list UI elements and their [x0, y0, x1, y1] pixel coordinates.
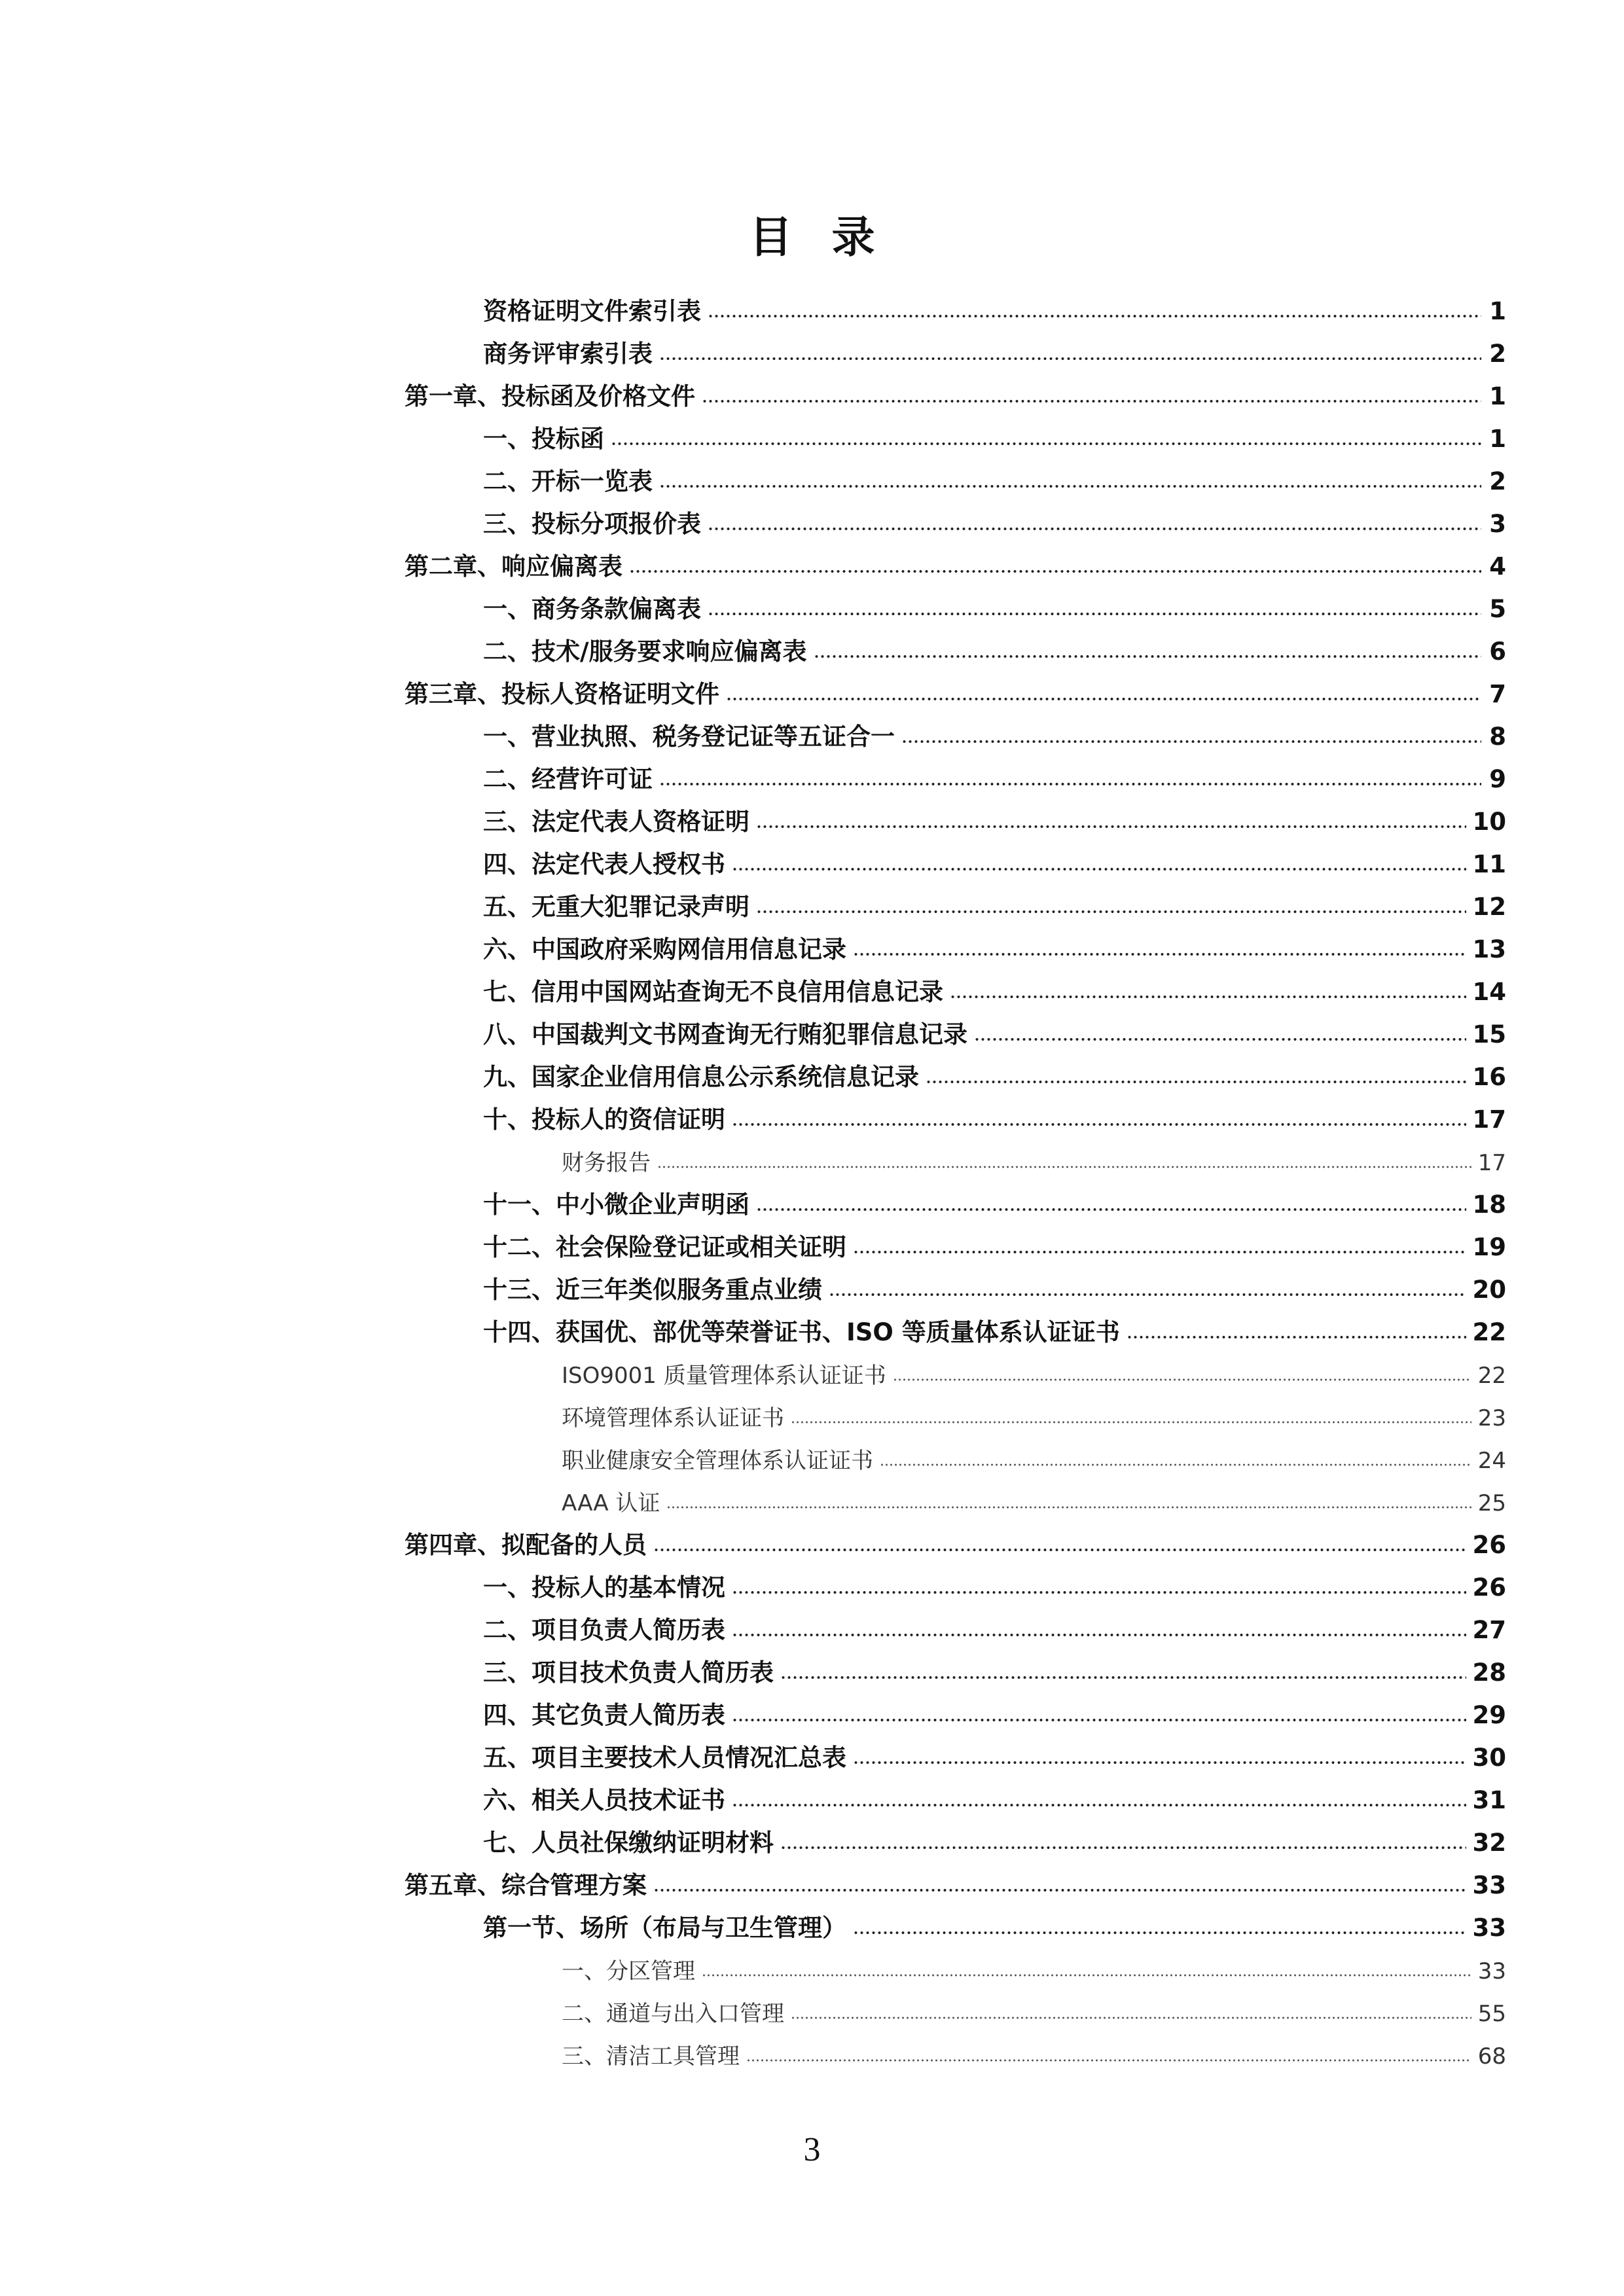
toc-entry[interactable]: 一、投标函 1 [483, 425, 1506, 453]
title-char-2: 录 [831, 212, 875, 262]
toc-entry[interactable]: 第三章、投标人资格证明文件 7 [405, 680, 1506, 708]
toc-entry[interactable]: 环境管理体系认证证书 23 [562, 1405, 1506, 1431]
toc-entry[interactable]: 第四章、拟配备的人员 26 [405, 1531, 1506, 1559]
toc-entry[interactable]: 八、中国裁判文书网查询无行贿犯罪信息记录 15 [483, 1020, 1506, 1049]
toc-entry[interactable]: 四、法定代表人授权书 11 [483, 850, 1506, 878]
toc-entry[interactable]: 第二章、响应偏离表 4 [405, 552, 1506, 581]
page-number: 3 [803, 2131, 821, 2168]
toc-entry[interactable]: 七、信用中国网站查询无不良信用信息记录 14 [483, 978, 1506, 1006]
toc-entry[interactable]: 二、项目负责人简历表 27 [483, 1616, 1506, 1644]
toc-entry[interactable]: 第一节、场所（布局与卫生管理） 33 [483, 1914, 1506, 1942]
toc-entry[interactable]: 三、法定代表人资格证明 10 [483, 808, 1506, 836]
toc-entry[interactable]: 三、投标分项报价表 3 [483, 510, 1506, 538]
page-title [0, 208, 1624, 267]
toc-entry[interactable]: 商务评审索引表 2 [483, 340, 1506, 368]
toc-entry[interactable]: 二、开标一览表 2 [483, 467, 1506, 495]
toc-entry[interactable]: 二、经营许可证 9 [483, 765, 1506, 793]
toc-entry[interactable]: 第五章、综合管理方案 33 [405, 1871, 1506, 1899]
toc-entry[interactable]: 十四、获国优、部优等荣誉证书、ISO 等质量体系认证证书 22 [483, 1318, 1506, 1346]
title-char-1: 目 [749, 212, 793, 262]
toc-entry[interactable]: 二、技术/服务要求响应偏离表 6 [483, 637, 1506, 666]
toc-entry[interactable]: 职业健康安全管理体系认证证书 24 [562, 1448, 1506, 1474]
toc-entry[interactable]: 一、投标人的基本情况 26 [483, 1573, 1506, 1602]
toc-entry[interactable]: 六、相关人员技术证书 31 [483, 1786, 1506, 1814]
toc-entry[interactable]: 资格证明文件索引表 1 [483, 297, 1506, 325]
toc-entry[interactable]: 十三、近三年类似服务重点业绩 20 [483, 1276, 1506, 1304]
toc-entry[interactable]: 五、无重大犯罪记录声明 12 [483, 893, 1506, 921]
toc-entry[interactable]: 一、分区管理 33 [562, 1958, 1506, 1984]
toc-entry[interactable]: 第一章、投标函及价格文件 1 [405, 382, 1506, 410]
toc-entry[interactable]: 三、清洁工具管理 68 [562, 2043, 1506, 2070]
toc-entry[interactable]: 一、营业执照、税务登记证等五证合一 8 [483, 723, 1506, 751]
toc-entry[interactable]: 九、国家企业信用信息公示系统信息记录 16 [483, 1063, 1506, 1091]
toc-entry[interactable]: 六、中国政府采购网信用信息记录 13 [483, 935, 1506, 963]
toc-entry[interactable]: ISO9001 质量管理体系认证证书 22 [562, 1363, 1506, 1389]
toc-entry[interactable]: 四、其它负责人简历表 29 [483, 1701, 1506, 1729]
toc-entry[interactable]: 二、通道与出入口管理 55 [562, 2001, 1506, 2027]
toc-entry[interactable]: 十、投标人的资信证明 17 [483, 1105, 1506, 1134]
toc-entry[interactable]: 一、商务条款偏离表 5 [483, 595, 1506, 623]
toc-entry[interactable]: 五、项目主要技术人员情况汇总表 30 [483, 1744, 1506, 1772]
toc-entry[interactable]: 十一、中小微企业声明函 18 [483, 1191, 1506, 1219]
toc-entry[interactable]: 十二、社会保险登记证或相关证明 19 [483, 1233, 1506, 1261]
toc-entry[interactable]: 三、项目技术负责人简历表 28 [483, 1659, 1506, 1687]
toc-entry[interactable]: 财务报告 17 [562, 1150, 1506, 1176]
toc-entry[interactable]: 七、人员社保缴纳证明材料 32 [483, 1829, 1506, 1857]
toc-entry[interactable]: AAA 认证 25 [562, 1490, 1506, 1516]
